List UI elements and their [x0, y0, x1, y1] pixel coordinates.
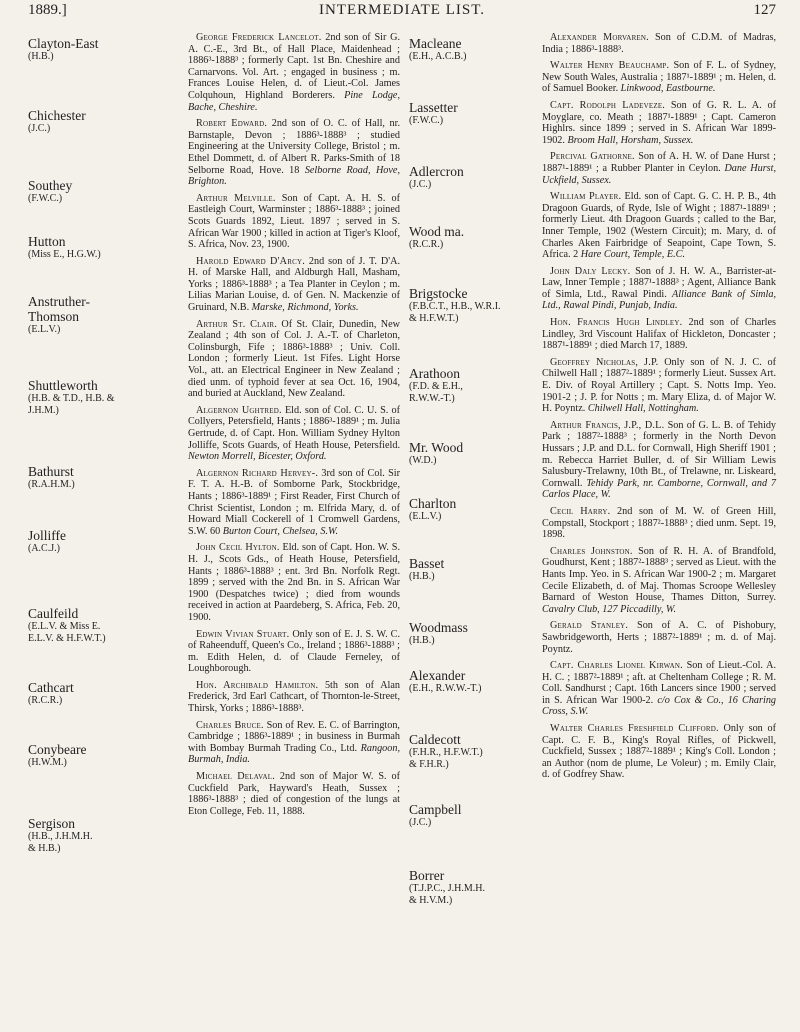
entry	[188, 405, 400, 463]
entry-address: Cavalry Club, 127 Piccadilly, W.	[542, 603, 677, 615]
surname-block	[409, 366, 463, 405]
surname-block	[409, 164, 464, 191]
entry-name: Walter Henry Beauchamp.	[550, 60, 670, 72]
tutor-initials: (H.B.)	[28, 51, 54, 62]
surname-block	[28, 816, 92, 855]
entry-address: Burton Court, Chelsea, S.W.	[222, 525, 339, 537]
surname: Bathurst	[28, 464, 74, 479]
entry	[542, 60, 776, 95]
page-title: INTERMEDIATE LIST.	[318, 2, 486, 18]
entry-address: Hare Court, Temple, E.C.	[580, 249, 686, 261]
tutor-initials: (W.D.)	[409, 455, 437, 466]
surname-continued: Thomson	[28, 309, 80, 324]
entry	[188, 629, 400, 675]
tutor-initials: (J.C.)	[409, 817, 432, 828]
entry-address: Alliance Bank of Simla, Ltd., Rawal Pindi, Punjab, India.	[542, 288, 777, 312]
entry	[188, 319, 400, 400]
entry-name: Harold Edward D'Arcy.	[196, 255, 305, 267]
surname: Alexander	[409, 668, 466, 683]
entry-body: 2nd son of O. C. of Hall, nr. Barnstaple, Devon ; 1886³-1888³ ; studied Engineering at the University College, Bristol ; m. Ethel Dommett, d. of Albert R. Parks-Smith of 18 Selborne Road, Hove. 18	[188, 118, 401, 176]
surname: Shuttleworth	[28, 378, 98, 393]
surname-block	[409, 556, 444, 583]
tutor-initials: (H.B. & T.D., H.B. &	[28, 393, 115, 404]
entry	[188, 32, 400, 113]
tutor-initials-continued: & H.B.)	[28, 843, 61, 854]
surname-block	[28, 680, 74, 707]
entry-name: George Frederick Lancelot.	[196, 32, 322, 43]
entry	[542, 660, 776, 718]
surname-block	[409, 802, 462, 829]
surname-block	[28, 464, 75, 491]
entry	[542, 506, 776, 541]
entry-name: Robert Edward.	[196, 118, 268, 130]
entry-address: Pine Lodge, Bache, Cheshire.	[188, 89, 401, 113]
surname-block	[409, 620, 468, 647]
tutor-initials: (A.C.J.)	[28, 543, 60, 554]
tutor-initials: (J.C.)	[28, 123, 51, 134]
entry	[542, 723, 776, 781]
entry-body: 2nd son of Charles Lindley, 3rd Viscount Halifax of Hickleton, Doncaster ; 1887¹-1889¹ ; died March 17, 1889.	[542, 317, 776, 352]
entry-body: Eld. son of Capt. Hon. W. S. H. J., Scots Gds., of Heath House, Petersfield, Hants ; 1886³-1888³ ; ent. 3rd Bn. Norfolk Regt. 1899 ; served with the 2nd Bn. in S. African War 1900 (Despatches twice) ; died from wounds received in action at Paardeberg, S. Africa, Feb. 20, 1900.	[188, 542, 400, 623]
entry-body: Son of G. R. L. A. of Moyglare, co. Meath ; 1887¹-1889¹ ; Capt. Cameron Highlrs. since 1899 ; served in S. African War 1899-1902.	[542, 99, 777, 146]
entry	[542, 317, 776, 352]
entry-body: Son of F. L. of Sydney, New South Wales, Australia ; 1887¹-1889¹ ; m. Helen, d. of Samuel Booker.	[542, 60, 776, 95]
entry-body: Son of A. C. of Pishobury, Sawbridgeworth, Herts ; 1887²-1889¹ ; m. d. of Maj. Poyntz.	[542, 620, 777, 655]
surname-block	[28, 742, 86, 769]
tutor-initials: (H.W.M.)	[28, 757, 67, 768]
surname-block	[28, 294, 90, 336]
entry	[542, 620, 776, 655]
entry-body: Only son of Capt. C. F. B., King's Royal Rifles, of Pickwell, Cuckfield, Sussex ; 1887²-1889¹ ; King's Coll. London ; an Author (nom de plume, Le Voleur) ; m. Emily Clair, d. of Godfrey Shaw.	[542, 723, 777, 781]
surname: Campbell	[409, 802, 462, 817]
surname: Charlton	[409, 496, 457, 511]
entry-body: 2nd son of M. W. of Green Hill, Compstall, Stockport ; 1887²-1888³ ; died unm. Sept. 19, 1898.	[542, 505, 776, 541]
entry-address: Tehidy Park, nr. Camborne, Cornwall, and 7 Carlos Place, W.	[542, 477, 776, 501]
tutor-initials: (F.H.R., H.F.W.T.)	[409, 747, 483, 758]
entry-body: Son of R. H. A. of Brandfold, Goudhurst, Kent ; 1887²-1888³ ; served as Lieut. with the Hants Imp. Yeo. in S. African War 1900-2 ; m. Margaret Cecile Elizabeth, d. of Maj. Thomas Scroope Wellesley Barnard of Weston House, Thames Ditton, Surrey.	[542, 545, 776, 604]
entry-name: Walter Charles Freshfield Clifford.	[550, 723, 719, 735]
surname: Brigstocke	[409, 286, 468, 301]
entry-body: 2nd son of J. T. D'A. H. of Marske Hall, and Aldburgh Hall, Masham, Yorks ; 1886³-1888³ ; a Tea Planter in Ceylon ; m. Lilias Marian Louise, d. of Gen. N. Mackenzie of Gruinard, N.B.	[188, 255, 401, 314]
surname: Mr. Wood	[409, 440, 464, 455]
tutor-initials: (R.C.R.)	[409, 239, 444, 250]
entry-body: Son of Capt. A. H. S. of Eastleigh Court, Warminster ; 1886³-1888³ ; joined Scots Guards 1892, Lieut. 1897 ; served in S. African War 1900 ; killed in action at Tiger's Kloof, S. Africa, Nov. 23, 1900.	[188, 192, 401, 251]
tutor-initials-continued: E.L.V. & H.F.W.T.)	[28, 633, 106, 644]
entry-body: 2nd son of Major W. S. of Cuckfield Park, Hayward's Heath, Sussex ; 1886³-1888³ ; died of congestion of the lungs at Eton College, Feb. 11, 1888.	[188, 771, 401, 817]
entry-body: Only son of E. J. S. W. C. of Raheenduff, Queen's Co., Ireland ; 1886³-1888³ ; m. Edith Helen, d. of Claude Ferneley, of Loughborough.	[188, 628, 400, 675]
tutor-initials: (H.B.)	[409, 571, 435, 582]
entry	[542, 357, 776, 415]
entry-body: Son of C.D.M. of Madras, India ; 1886³-1888³.	[542, 32, 777, 55]
entry-address: Linkwood, Eastbourne.	[620, 83, 716, 95]
tutor-initials-continued: R.W.W.-T.)	[409, 393, 455, 404]
entry-body: Son of G. L. B. of Tehidy Park ; 1887²-1888³ ; formerly in the North Devon Hussars ; J.P. and D.L. for Cornwall, High Sheriff 1901 ; m. Rebecca Harriet Buller, d. of Sir William Lewis Salusbury-Trelawny, 10th Bt., of Trelawne, nr. Liskeard, Cornwall.	[542, 419, 777, 489]
tutor-initials: (H.B., J.H.M.H.	[28, 831, 93, 842]
surname-block	[409, 224, 464, 251]
surname: Conybeare	[28, 742, 87, 757]
entry	[188, 720, 400, 766]
entry-name: Percival Gathorne.	[550, 151, 635, 163]
entry-address: Rangoon, Burmah, India.	[188, 742, 400, 766]
entry	[188, 256, 400, 314]
entry-name: Algernon Ughtred.	[196, 404, 282, 416]
surname: Macleane	[409, 36, 462, 51]
entry-body: Son of J. H. W. A., Barrister-at-Law, Inner Temple ; 1887¹-1888³ ; Agent, Alliance Bank of Simla, Ltd., Rawal Pindi.	[542, 265, 777, 300]
entry	[542, 546, 776, 616]
entry-name: John Daly Lecky.	[550, 265, 631, 277]
entry-name: Geoffrey Nicholas, J.P.	[550, 356, 659, 368]
surname: Lassetter	[409, 100, 458, 115]
entry-body: 3rd son of Col. Sir F. T. A. H.-B. of Somborne Park, Stockbridge, Hants ; 1886³-1889¹ ; First Reader, First Church of Christ Scientist, London ; m. Elfrida Mary, d. of Howard Miall Cockerell of 1 Cromwell Gardens, S.W. 60	[188, 467, 401, 537]
surname-block	[28, 528, 66, 555]
tutor-initials-continued: & H.V.M.)	[409, 895, 453, 906]
tutor-initials-continued: & F.H.R.)	[409, 759, 449, 770]
surname-block	[409, 732, 483, 771]
entries-column-1	[188, 32, 400, 1022]
surname-block	[28, 36, 99, 63]
surname: Caulfeild	[28, 606, 79, 621]
surname: Woodmass	[409, 620, 468, 635]
entry	[542, 151, 776, 186]
entry-name: Alexander Morvaren.	[550, 32, 649, 43]
entry	[188, 542, 400, 623]
surname-block	[409, 36, 467, 63]
entry	[542, 420, 776, 501]
tutor-initials: (E.L.V. & Miss E.	[28, 621, 101, 632]
entry-address: Broom Hall, Horsham, Sussex.	[567, 134, 694, 146]
entry-address: Selborne Road, Hove, Brighton.	[188, 164, 400, 188]
page-number: 127	[753, 2, 776, 18]
surname: Sergison	[28, 816, 76, 831]
entry-body: Son of Lieut.-Col. A. H. C. ; 1887²-1889¹ ; aft. at Cheltenham College ; R. M. Coll. Sandhurst ; Capt. 16th Lancers since 1900 ; served in S. African War 1900-2.	[542, 660, 776, 706]
entry-name: Charles Bruce.	[196, 719, 264, 731]
tutor-initials: (H.B.)	[409, 635, 435, 646]
entry	[188, 771, 400, 817]
entry-body: 2nd son of Sir G. A. C.-E., 3rd Bt., of Hall Place, Maidenhead ; 1886³-1888³ ; formerly Capt. 1st Bn. Cheshire and Carnarvons. Vol. Art. ; engaged in business ; m. Frances Louise Helen, d. of Lieut.-Col. James Colquhoun, Highland Borderers.	[188, 32, 400, 101]
tutor-initials: (E.H., R.W.W.-T.)	[409, 683, 482, 694]
entry-address: Dane Hurst, Uckfield, Sussex.	[542, 162, 777, 186]
entry-name: Hon. Archibald Hamilton.	[196, 679, 319, 691]
surname-block	[28, 378, 115, 417]
entry	[188, 118, 400, 188]
entry-name: Arthur Melville.	[196, 192, 276, 204]
surname-block	[409, 496, 456, 523]
entry	[188, 680, 400, 715]
entry-name: John Cecil Hylton.	[196, 542, 280, 554]
entry	[542, 100, 776, 146]
entry-body: Only son of N. J. C. of Chilwell Hall ; 1887²-1889¹ ; formerly Lieut. Sussex Art. E. Div. of Royal Artillery ; Capt. S. Notts Imp. Yeo. 1901-2 ; J. P. for Notts ; m. Mary Eliza, d. of Major W. H. Poyntz.	[542, 356, 777, 415]
tutor-initials: (T.J.P.C., J.H.M.H.	[409, 883, 485, 894]
entry	[542, 266, 776, 312]
entry-body: Son of A. H. W. of Dane Hurst ; 1887¹-1889¹ ; a Rubber Planter in Ceylon.	[542, 151, 777, 174]
entry	[188, 468, 400, 538]
entry-address: Marske, Richmond, Yorks.	[251, 302, 359, 314]
entry-name: Cecil Harry.	[550, 505, 611, 517]
surname: Anstruther-	[28, 294, 90, 309]
surname: Clayton-East	[28, 36, 99, 51]
entry	[542, 32, 776, 55]
tutor-initials-continued: J.H.M.)	[28, 405, 59, 416]
entry-name: Charles Johnston.	[550, 545, 633, 557]
tutor-initials: (F.B.C.T., H.B., W.R.I.	[409, 301, 501, 312]
entry-name: Algernon Richard Hervey-.	[196, 467, 319, 479]
surname-block	[409, 286, 501, 325]
surname: Arathoon	[409, 366, 460, 381]
surname: Southey	[28, 178, 73, 193]
surname-block	[409, 100, 458, 127]
surname: Wood ma.	[409, 224, 465, 239]
entry-name: Arthur St. Clair.	[196, 318, 277, 330]
tutor-initials: (E.H., A.C.B.)	[409, 51, 467, 62]
surname-block	[28, 178, 72, 205]
surname: Hutton	[28, 234, 66, 249]
surname-block	[409, 440, 463, 467]
entry-body: Eld. son of Col. C. U. S. of Collyers, Petersfield, Hants ; 1886³-1889¹ ; m. Julia Gertrude, d. of Capt. Hon. William Sydney Hylton Jolliffe, Scots Guards, of Heath House, Petersfield.	[188, 404, 400, 451]
surname-block	[409, 668, 481, 695]
surname-block	[28, 606, 106, 645]
year-label: 1889.]	[28, 2, 67, 18]
tutor-initials: (Miss E., H.G.W.)	[28, 249, 101, 260]
entry-name: Gerald Stanley.	[550, 620, 629, 632]
surname: Jolliffe	[28, 528, 66, 543]
entry-name: William Player.	[550, 191, 622, 203]
entry-address: c/o Cox & Co., 16 Charing Cross, S.W.	[542, 694, 777, 718]
surname-block	[28, 234, 101, 261]
surname-block	[28, 108, 86, 135]
entry-name: Michael Delaval.	[196, 771, 275, 783]
surname: Borrer	[409, 868, 445, 883]
surname-block	[409, 868, 485, 907]
tutor-initials: (F.D. & E.H.,	[409, 381, 463, 392]
entry-name: Arthur Francis, J.P., D.L.	[550, 419, 665, 431]
entry-body: 5th son of Alan Frederick, 3rd Earl Cathcart, of Thornton-le-Street, Thirsk, Yorks ; 1886³-1888³.	[188, 679, 400, 715]
entry-address: Chilwell Hall, Nottingham.	[587, 403, 699, 415]
tutor-initials: (R.A.H.M.)	[28, 479, 75, 490]
tutor-initials: (J.C.)	[409, 179, 432, 190]
tutor-initials: (E.L.V.)	[409, 511, 442, 522]
tutor-initials: (F.W.C.)	[28, 193, 63, 204]
tutor-initials: (E.L.V.)	[28, 324, 61, 335]
entries-column-2	[542, 32, 776, 1022]
surname: Cathcart	[28, 680, 74, 695]
entry-body: Eld. son of Capt. G. C. H. P. B., 4th Dragoon Guards, of Ryde, Isle of Wight ; 1887¹-1889¹ ; formerly Lieut. 4th Dragoon Guards ; called to the Bar, Inner Temple, 1902 (Western Circuit); m. Mary, d. of Charles Aken Fairbridge of Seapoint, Cape Town, S. Africa. 2	[542, 191, 776, 261]
tutor-initials-continued: & H.F.W.T.)	[409, 313, 459, 324]
entry-name: Edwin Vivian Stuart.	[196, 628, 290, 640]
entry-body: Of St. Clair, Dunedin, New Zealand ; 4th son of Col. J. A.-T. of Charleton, Colinsburgh, Fife ; 1886³-1888³ ; Univ. Coll. London ; formerly Lieut. 1st Fifes. Light Horse Vol., att. an Electrical Engineer in New Zealand ; died unm. of typhoid fever at sea Oct. 16, 1904, and buried at Auckland, New Zealand.	[188, 318, 400, 400]
tutor-initials: (R.C.R.)	[28, 695, 63, 706]
entry-name: Capt. Charles Lionel Kirwan.	[550, 660, 683, 672]
tutor-initials: (F.W.C.)	[409, 115, 444, 126]
surname: Caldecott	[409, 732, 461, 747]
surname: Chichester	[28, 108, 86, 123]
entry	[542, 191, 776, 261]
entry-body: Son of Rev. E. C. of Barrington, Cambridge ; 1886³-1889¹ ; in business in Burmah with Bombay Burmah Trading Co., Ltd.	[188, 719, 400, 754]
surname: Basset	[409, 556, 445, 571]
entry-address: Newton Morrell, Bicester, Oxford.	[188, 451, 327, 463]
page-header	[28, 2, 776, 28]
entry-name: Capt. Rodolph Ladeveze.	[550, 99, 666, 111]
entry	[188, 193, 400, 251]
entry-name: Hon. Francis Hugh Lindley.	[550, 317, 683, 329]
surname: Adlercron	[409, 164, 464, 179]
